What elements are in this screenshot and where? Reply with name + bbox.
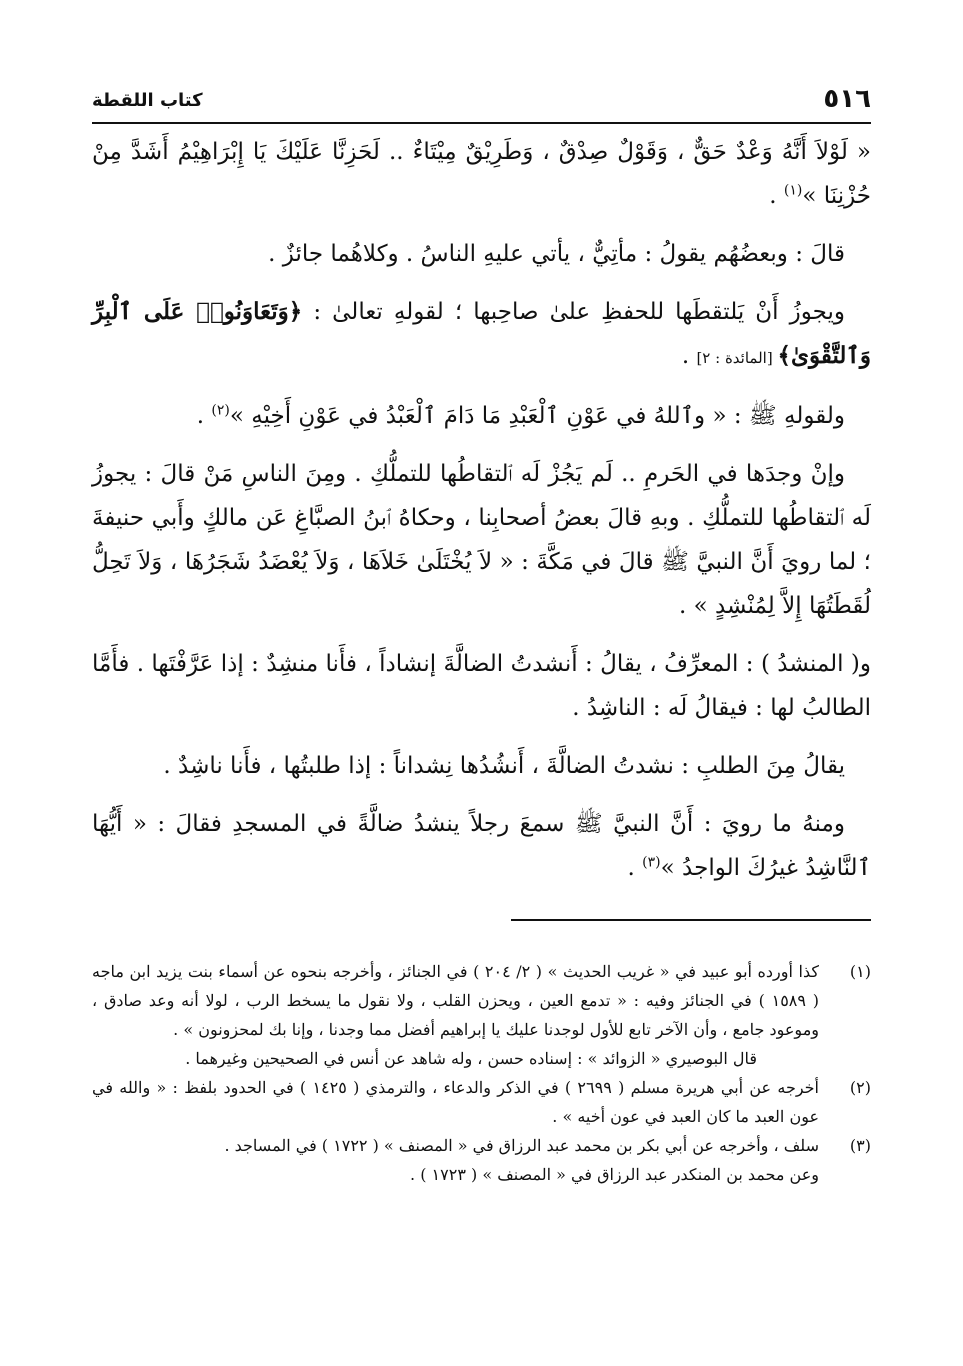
footnote-3	[92, 1131, 871, 1189]
paragraph-1	[92, 130, 871, 218]
footnote-separator	[511, 919, 871, 921]
paragraph-4	[92, 394, 871, 438]
verse-reference: [المائدة : ٢]	[696, 349, 778, 367]
paragraph-4-end: .	[196, 403, 212, 429]
footnotes	[92, 957, 871, 1189]
paragraph-8-text: ومنهُ ما رويَ : أَنَّ النبيَّ ﷺ سمعَ رجلاً ينشدُ ضالَّةً في المسجدِ فقالَ : « أَيُّهَا ٱلنَّاشِدُ غيرُكَ الواجدُ »	[92, 811, 871, 881]
paragraph-7: يقالُ مِنَ الطلبِ : نشدتُ الضالَّةَ ، أَنشُدُها نِشداناً : إذا طلبتُها ، فأَنا ناشِدٌ .	[163, 753, 845, 779]
footnote-ref-2: (٢)	[211, 402, 230, 419]
paragraph-3	[92, 290, 871, 380]
footnote-ref-1: (١)	[783, 182, 803, 199]
paragraph-1-end: .	[769, 183, 784, 209]
main-text	[92, 130, 871, 904]
page-header	[92, 82, 871, 124]
footnote-ref-3: (٣)	[642, 854, 661, 871]
paragraph-1-text: « لَوْلاَ أَنَّهُ وَعْدٌ حَقٌّ ، وَقَوْلٌ صِدْقٌ ، وَطَرِيْقٌ مِيْتَاءٌ .. لَحَزِنَّا عَلَيْكَ يَا إِبْرَاهِيْمُ أَشَدَّ مِنْ حُزْنِنَا »	[92, 139, 871, 209]
book-title: كتاب اللقطة	[92, 90, 203, 111]
page-number: ٥١٦	[823, 84, 871, 114]
paragraph-5: وإنْ وجدَها في الحَرمِ .. لَم يَجُزْ لَه ٱلتقاطُها للتملُّكِ . ومِنَ الناسِ مَنْ قالَ : يجوزُ لَه ٱلتقاطُها للتملُّكِ . وبهِ قالَ بعضُ أصحابِنا ، وحكاهُ ٱبنُ الصبَّاغِ عَن مالكٍ وأَبي حنيفةَ ؛ لما رويَ أَنَّ النبيَّ ﷺ قالَ في مَكَّةَ : « لاَ يُخْتَلَىٰ خَلاَهَا ، وَلاَ يُعْضَدُ شَجَرُهَا ، وَلاَ تَحِلُّ لُقَطَتُهَا إِلاَّ لِمُنْشِدٍ » .	[92, 461, 871, 619]
footnote-text: سلف ، وأخرجه عن أبي بكر بن محمد عبد الرزاق في « المصنف » ( ١٧٢٢ ) في المساجد .	[224, 1136, 819, 1155]
paragraph-3-end: .	[681, 343, 697, 369]
footnote-extra: وعن محمد بن المنكدر عبد الرزاق في « المصنف » ( ١٧٢٣ ) .	[410, 1165, 819, 1184]
paragraph-8	[92, 802, 871, 890]
footnote-extra: قال البوصيري « الزوائد » : إسناده حسن ، وله شاهد عن أنس في الصحيحين وغيرهما .	[185, 1049, 757, 1068]
footnote-number: (١)	[849, 962, 871, 981]
paragraph-8-end: .	[627, 855, 643, 881]
paragraph-4-text: ولقولهِ ﷺ : « وٱللهُ في عَوْنِ ٱلْعَبْدِ مَا دَامَ ٱلْعَبْدُ في عَوْنِ أَخِيْهِ »	[229, 403, 845, 429]
footnote-2	[92, 1073, 871, 1131]
footnote-text: أخرجه عن أبي هريرة مسلم ( ٢٦٩٩ ) في الذكر والدعاء ، والترمذي ( ١٤٢٥ ) في الحدود بلفظ : « والله في عون العبد ما كان العبد في عون أخيه » .	[92, 1078, 820, 1126]
footnote-1	[92, 957, 871, 1073]
paragraph-6: و( المنشدُ ) : المعرِّفُ ، يقالُ : أَنشدتُ الضالَّةَ إنشاداً ، فأَنا منشِدٌ : إذا عَرَّفْتَها . فأَمَّا الطالبُ لها : فيقالُ لَه : الناشِدُ .	[92, 651, 871, 721]
footnote-text: كذا أورده أبو عبيد في « غريب الحديث » ( ٢/ ٢٠٤ ) في الجنائز ، وأخرجه بنحوه عن أسماء بنت يزيد ابن ماجه ( ١٥٨٩ ) في الجنائز وفيه : « تدمع العين ، ويحزن القلب ، ولا نقول ما يسخط الرب ، لولا أنه وعد صادق ، وموعود جامع ، وأن الآخر تابع للأول لوجدنا عليك يا إبراهيم أفضل مما وجدنا ، وإنا بك لمحزونون » .	[92, 962, 820, 1039]
footnote-number: (٣)	[849, 1136, 871, 1155]
footnote-number: (٢)	[849, 1078, 871, 1097]
paragraph-3-text: ويجوزُ أَنْ يَلتقطَها للحفظِ علىٰ صاحِبها ؛ لقولهِ تعالىٰ :	[302, 299, 845, 325]
paragraph-2: قالَ : وبعضُهُم يقولُ : مأتِيٌّ ، يأتي عليهِ الناسُ . وكلاهُما جائزٌ .	[268, 241, 845, 267]
quran-verse: ﴿وَتَعَاوَنُوا۟ عَلَى ٱلْبِرِّ وَٱلتَّقْوَىٰ﴾	[92, 298, 871, 369]
